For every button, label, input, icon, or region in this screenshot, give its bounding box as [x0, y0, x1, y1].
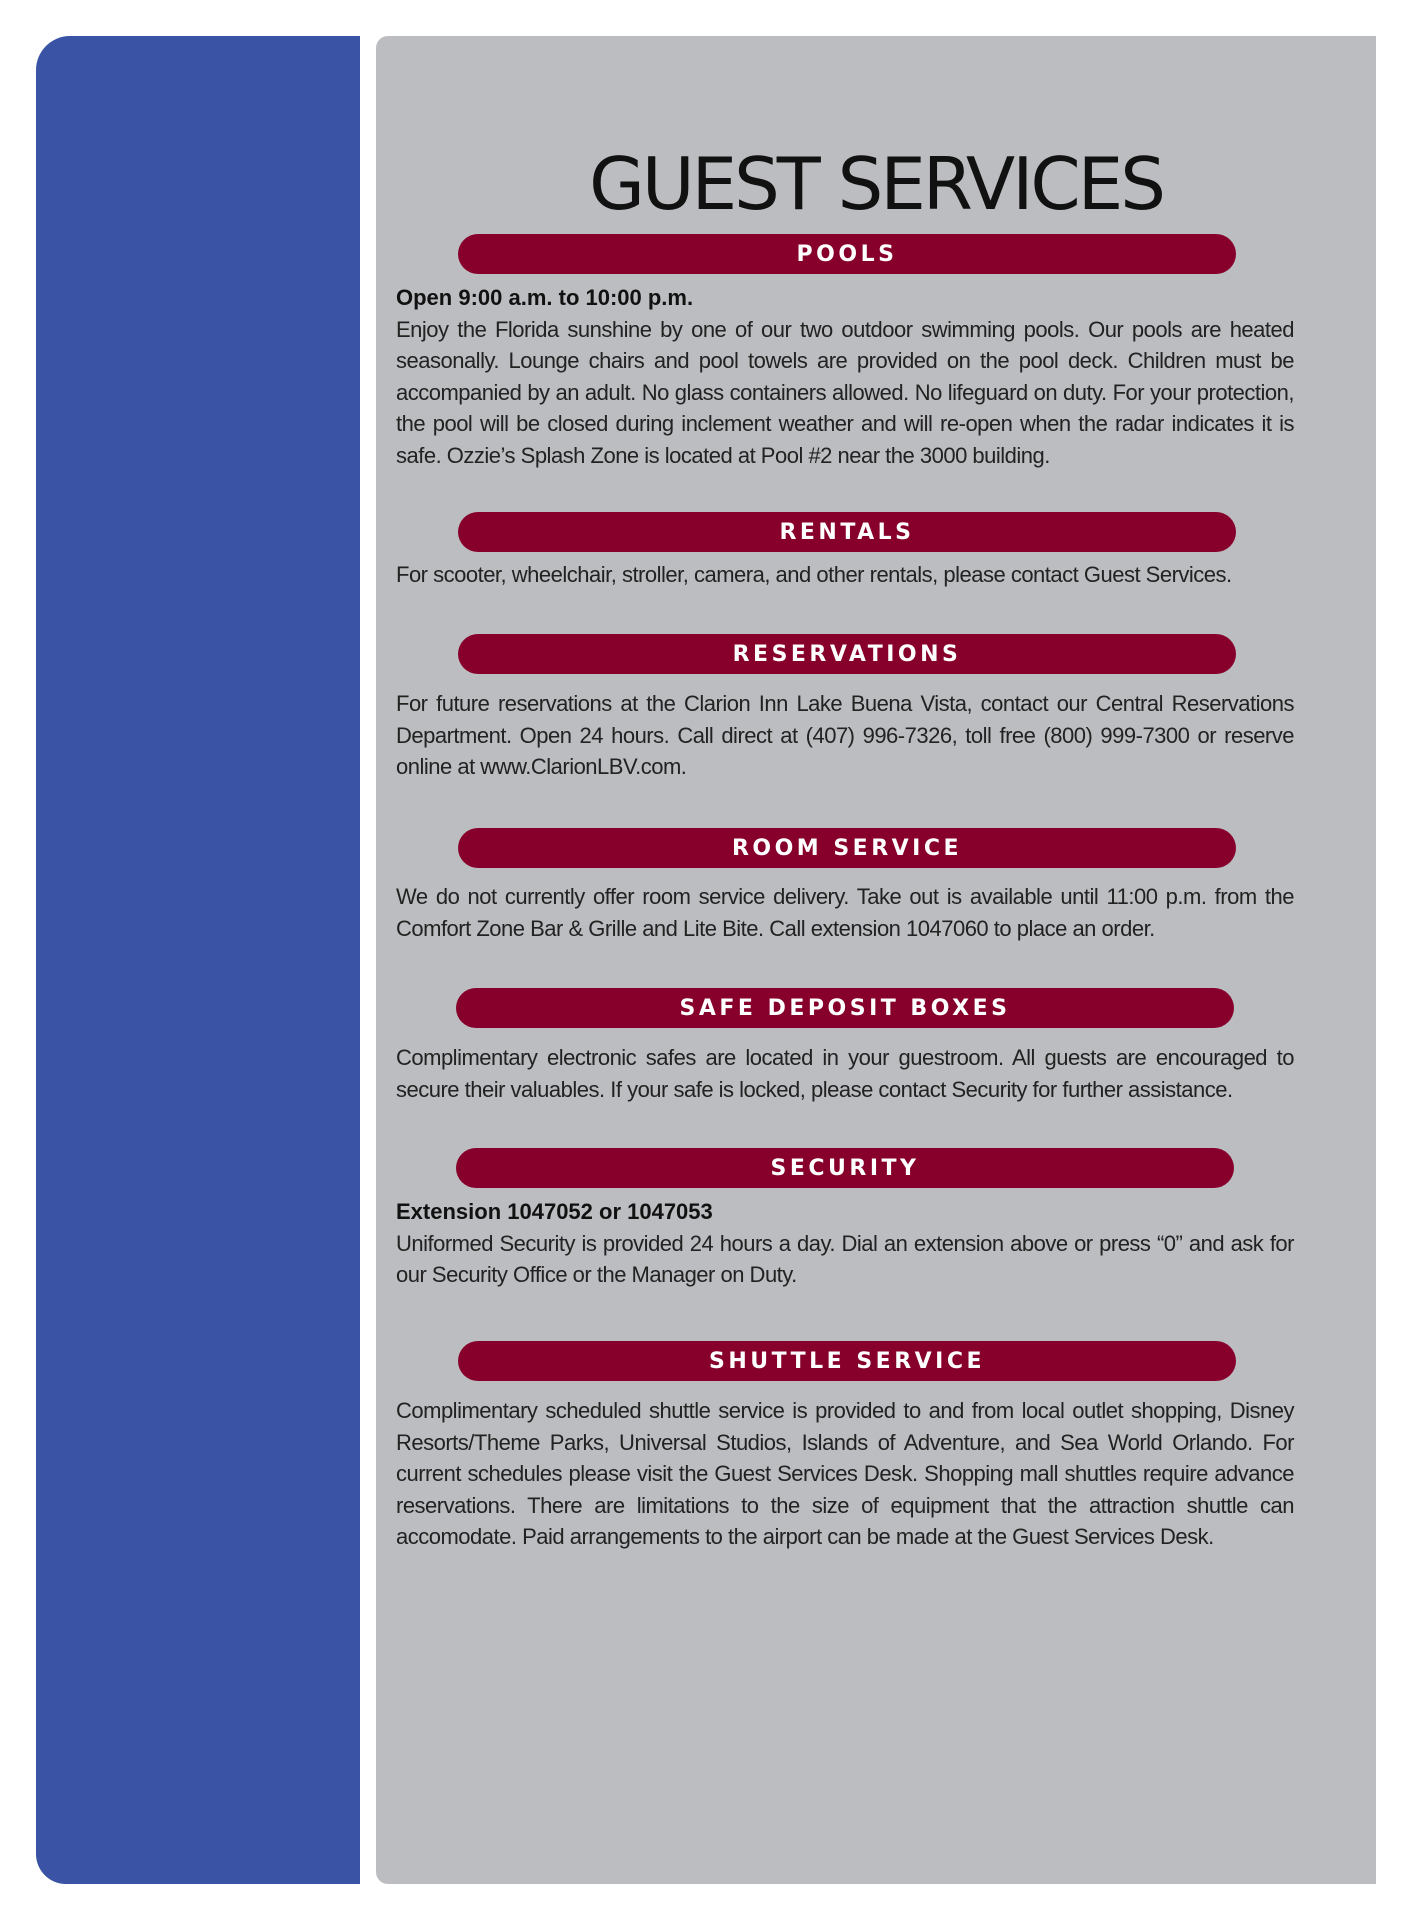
pools-description: Enjoy the Florida sunshine by one of our two outdoor swimming pools. Our pools are heated seasonally. Lounge chairs and pool towels are provided on the pool deck. Children must be accompanied by an adult. No glass containers allowed. No lifeguard on duty. For your protection, the pool will be closed during inclement weather and will re-open when the radar indicates it is safe. Ozzie’s Splash Zone is located at Pool #2 near the 3000 building. — [396, 316, 1294, 468]
rentals-description: For scooter, wheelchair, stroller, camera, and other rentals, please contact Guest Services. — [396, 562, 1232, 587]
section-header-reservations: RESERVATIONS — [458, 634, 1236, 674]
page-title: GUEST SERVICES — [589, 142, 1163, 226]
side-panel — [36, 36, 360, 1884]
section-header-rentals: RENTALS — [458, 512, 1236, 552]
section-header-pools: POOLS — [458, 234, 1236, 274]
security-extensions: Extension 1047052 or 1047053 — [396, 1199, 713, 1224]
section-body-room-service — [396, 881, 1294, 944]
reservations-description: For future reservations at the Clarion Inn Lake Buena Vista, contact our Central Reservations Department. Open 24 hours. Call direct at (407) 996-7326, toll free (800) 999-7300 or reserve online at www.ClarionLBV.com. — [396, 691, 1294, 779]
section-header-shuttle-service: SHUTTLE SERVICE — [458, 1341, 1236, 1381]
section-body-reservations — [396, 688, 1294, 783]
section-body-security — [396, 1196, 1294, 1291]
section-header-safe-deposit-boxes: SAFE DEPOSIT BOXES — [456, 988, 1234, 1028]
security-description: Uniformed Security is provided 24 hours a day. Dial an extension above or press “0” and ask for our Security Office or the Manager on Duty. — [396, 1230, 1294, 1287]
safe-deposit-description: Complimentary electronic safes are located in your guestroom. All guests are encouraged to secure their valuables. If your safe is locked, please contact Security for further assistance. — [396, 1045, 1294, 1102]
section-header-security: SECURITY — [456, 1148, 1234, 1188]
section-header-room-service: ROOM SERVICE — [458, 828, 1236, 868]
section-body-safe-deposit-boxes — [396, 1042, 1294, 1105]
pools-hours: Open 9:00 a.m. to 10:00 p.m. — [396, 285, 694, 310]
shuttle-description: Complimentary scheduled shuttle service is provided to and from local outlet shopping, Disney Resorts/Theme Parks, Universal Studios, Islands of Adventure, and Sea World Orlando. For current schedules please visit the Guest Services Desk. Shopping mall shuttles require advance reservations. There are limitations to the size of equipment that the attraction shuttle can accomodate. Paid arrangements to the airport can be made at the Guest Services Desk. — [396, 1398, 1294, 1549]
main-panel — [376, 36, 1376, 1884]
section-body-pools — [396, 282, 1294, 471]
section-body-shuttle-service — [396, 1395, 1294, 1553]
room-service-description: We do not currently offer room service delivery. Take out is available until 11:00 p.m. from the Comfort Zone Bar & Grille and Lite Bite. Call extension 1047060 to place an order. — [396, 884, 1294, 941]
section-body-rentals — [396, 559, 1294, 591]
